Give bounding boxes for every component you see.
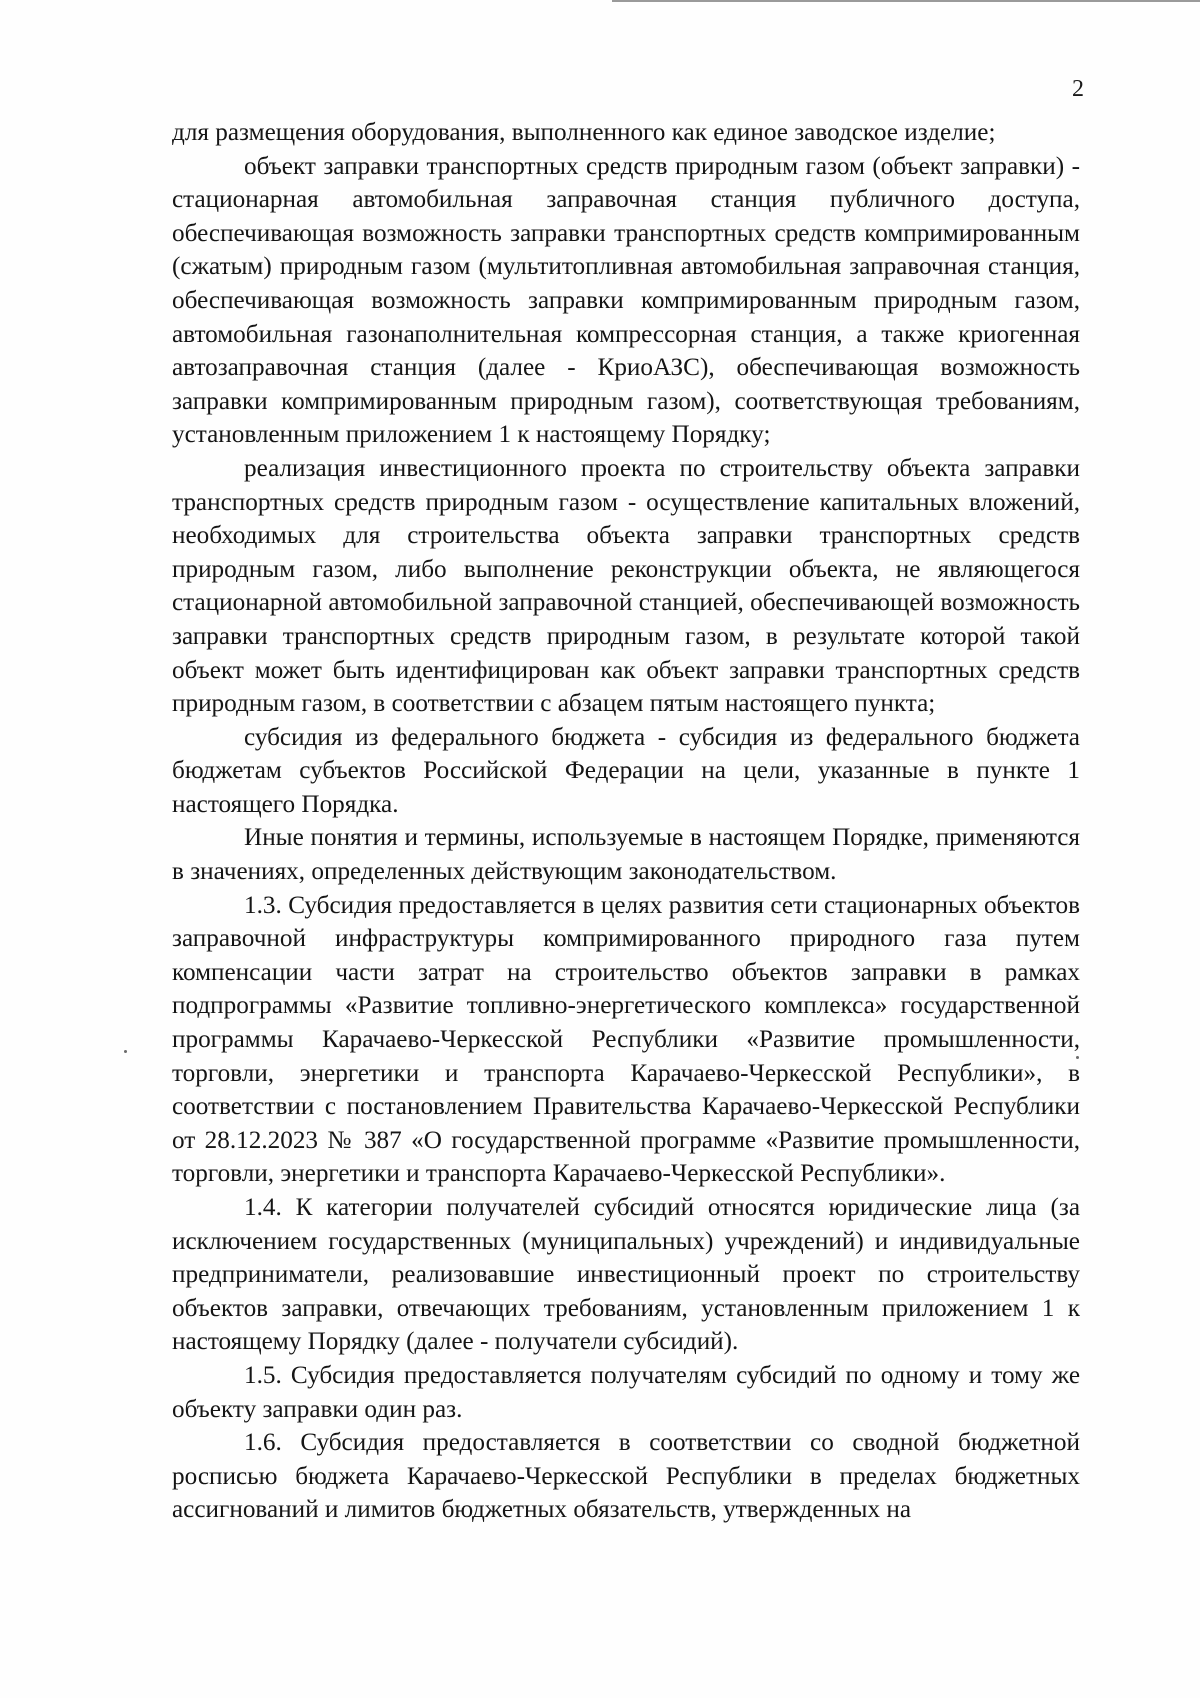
scan-speck: [1076, 1056, 1079, 1059]
paragraph-section-1-4: 1.4. К категории получателей субсидий относятся юридические лица (за исключением государственных (муниципальных) учреждений) и индивидуальные предприниматели, реализовавшие инвестиционный проект по строительству объектов заправки, отвечающих требованиям, установленным приложением 1 к настоящему Порядку (далее - получатели субсидий).: [172, 1194, 1080, 1356]
paragraph-definition-investment-project: реализация инвестиционного проекта по строительству объекта заправки транспортных средств природным газом - осуществление капитальных вложений, необходимых для строительства объекта заправки транспортных средств природным газом, либо выполнение реконструкции объекта, не являющегося стационарной автомобильной заправочной станцией, обеспечивающей возможность заправки транспортных средств природным газом, в результате которой такой объект может быть идентифицирован как объект заправки транспортных средств природным газом, в соответствии с абзацем пятым настоящего пункта;: [172, 454, 1080, 718]
paragraph-section-1-3: 1.3. Субсидия предоставляется в целях развития сети стационарных объектов заправочной инфраструктуры компримированного природного газа путем компенсации части затрат на строительство объектов заправки в рамках подпрограммы «Развитие топливно-энергетического комплекса» государственной программы Карачаево-Черкесской Республики «Развитие промышленности, торговли, энергетики и транспорта Карачаево-Черкесской Республики», в соответствии с постановлением Правительства Карачаево-Черкесской Республики от 28.12.2023 № 387 «О государственной программе «Развитие промышленности, торговли, энергетики и транспорта Карачаево-Черкесской Республики».: [172, 891, 1080, 1188]
paragraph-other-terms: Иные понятия и термины, используемые в настоящем Порядке, применяются в значениях, определенных действующим законодательством.: [172, 824, 1080, 886]
paragraph-continuation: для размещения оборудования, выполненного как единое заводское изделие;: [172, 119, 996, 146]
scan-edge-line: [612, 0, 1200, 2]
paragraph-definition-federal-subsidy: субсидия из федерального бюджета - субсидия из федерального бюджета бюджетам субъектов Российской Федерации на цели, указанные в пункте 1 настоящего Порядка.: [172, 723, 1080, 818]
page-number: 2: [1072, 76, 1084, 102]
paragraph-definition-fueling-object: объект заправки транспортных средств природным газом (объект заправки) - стационарная автомобильная заправочная станция публичного доступа, обеспечивающая возможность заправки транспортных средств компримированным (сжатым) природным газом (мультитопливная автомобильная заправочная станция, обеспечивающая возможность заправки компримированным природным газом, автомобильная газонаполнительная компрессорная станция, а также криогенная автозаправочная станция (далее - КриоАЗС), обеспечивающая возможность заправки компримированным природным газом), соответствующая требованиям, установленным приложением 1 к настоящему Порядку;: [172, 152, 1080, 449]
paragraph-section-1-6: 1.6. Субсидия предоставляется в соответствии со сводной бюджетной росписью бюджета Карачаево-Черкесской Республики в пределах бюджетных ассигнований и лимитов бюджетных обязательств, утвержденных на: [172, 1429, 1080, 1524]
paragraph-section-1-5: 1.5. Субсидия предоставляется получателям субсидий по одному и тому же объекту заправки один раз.: [172, 1361, 1080, 1423]
document-body: [172, 116, 1080, 1527]
scan-speck: [124, 1050, 127, 1053]
